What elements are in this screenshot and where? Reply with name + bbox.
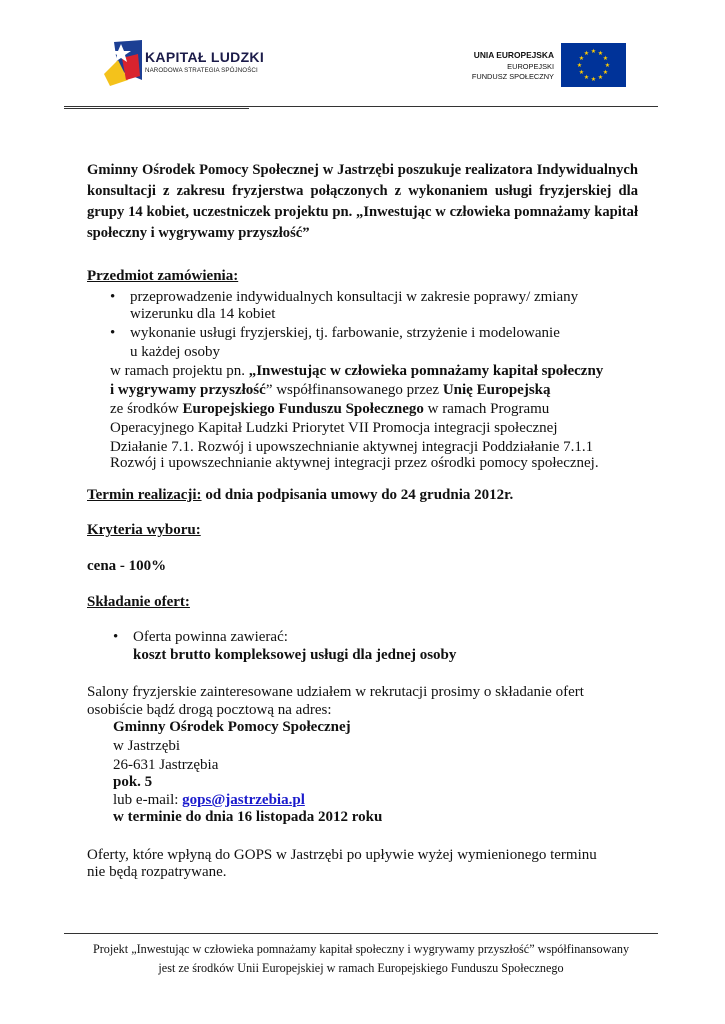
svg-text:★: ★ <box>576 62 583 69</box>
svg-text:★: ★ <box>578 55 585 62</box>
subject-para-line6: Rozwój i upowszechnianie aktywnej integracji przez ośrodki pomocy społecznej. <box>110 455 599 471</box>
address-org: Gminny Ośrodek Pomocy Społecznej <box>113 719 351 735</box>
svg-text:★: ★ <box>604 62 611 69</box>
subject-heading: Przedmiot zamówienia: <box>87 268 239 284</box>
invite-line2: osobiście bądź drogą pocztową na adres: <box>87 702 332 718</box>
intro-paragraph: Gminny Ośrodek Pomocy Społecznej w Jastrzębi poszukuje realizatora Indywidualnych konsultacji z zakresu fryzjerstwa połączonych z wykonaniem usługi fryzjerskiej dla grupy 14 kobiet, uczestniczek projektu pn. „Inwestując w człowieka pomnażamy kapitał społeczny i wygrywamy przyszłość” <box>87 162 638 241</box>
footer <box>64 940 658 978</box>
subject-para-project-name: „Inwestując w człowieka pomnażamy kapitał społeczny <box>248 363 604 379</box>
svg-text:★: ★ <box>597 74 604 81</box>
criteria-heading: Kryteria wyboru: <box>87 522 201 538</box>
address-line2: w Jastrzębi <box>113 738 181 754</box>
subject-para-text3: ze środków <box>110 401 183 417</box>
address-room: pok. 5 <box>113 774 153 790</box>
footer-divider <box>64 933 658 934</box>
offers-bullet: Oferta powinna zawierać: <box>133 629 288 645</box>
term-label: Termin realizacji: <box>87 487 202 503</box>
subject-para-text4: w ramach Programu <box>423 401 550 417</box>
term-value: od dnia podpisania umowy do 24 grudnia 2012r. <box>201 487 514 503</box>
subject-bullet-2-line2: u każdej osoby <box>130 344 220 360</box>
kapital-ludzki-title: KAPITAŁ LUDZKI <box>145 49 265 65</box>
subject-para-line2 <box>110 380 638 401</box>
svg-text:★: ★ <box>583 74 590 81</box>
term-row <box>87 485 513 506</box>
svg-text:★: ★ <box>597 50 604 57</box>
svg-text:★: ★ <box>602 69 609 76</box>
subject-para-eu: Unię Europejską <box>442 382 551 398</box>
subject-para-esf: Europejskiego Funduszu Społecznego <box>182 401 424 417</box>
offers-heading: Składanie ofert: <box>87 594 190 610</box>
subject-bullet-2-line1: wykonanie usługi fryzjerskiej, tj. farbowanie, strzyżenie i modelowanie <box>130 325 560 341</box>
svg-text:★: ★ <box>602 55 609 62</box>
kapital-ludzki-subtitle: NARODOWA STRATEGIA SPÓJNOŚCI <box>145 67 258 74</box>
subject-para-line4: Operacyjnego Kapitał Ludzki Priorytet VII Promocja integracji społecznej <box>110 420 558 436</box>
footer-line1: Projekt „Inwestując w człowieka pomnażamy kapitał społeczny i wygrywamy przyszłość” współfinansowany <box>92 942 630 956</box>
address-deadline: w terminie do dnia 16 listopada 2012 roku <box>113 809 383 825</box>
bullet-icon: • <box>113 629 119 645</box>
closing-line1: Oferty, które wpłyną do GOPS w Jastrzębi po upływie wyżej wymienionego terminu <box>87 847 597 863</box>
header-divider <box>64 106 658 107</box>
closing-line2: nie będą rozpatrywane. <box>87 864 227 880</box>
subject-para-line1 <box>110 361 638 382</box>
svg-text:★: ★ <box>578 69 585 76</box>
eu-title: UNIA EUROPEJSKA <box>473 50 554 60</box>
subject-para-project-name-end: i wygrywamy przyszłość <box>110 382 266 398</box>
svg-text:★: ★ <box>583 50 590 57</box>
subject-bullet-1-line1: przeprowadzenie indywidualnych konsultacji w zakresie poprawy/ zmiany <box>130 289 579 305</box>
eu-fund-line1: EUROPEJSKI <box>507 62 554 71</box>
subject-para-line3 <box>110 399 638 420</box>
subject-para-line5: Działanie 7.1. Rozwój i upowszechnianie aktywnej integracji Poddziałanie 7.1.1 <box>110 439 594 455</box>
eu-fund-line2: FUNDUSZ SPOŁECZNY <box>471 72 554 81</box>
invite-line1: Salony fryzjerskie zainteresowane udziałem w rekrutacji prosimy o składanie ofert <box>87 684 584 700</box>
bullet-icon: • <box>110 289 116 305</box>
footer-line2: jest ze środków Unii Europejskiej w ramach Europejskiego Funduszu Społecznego <box>158 961 564 975</box>
criteria-value: cena - 100% <box>87 558 167 574</box>
header-divider-accent <box>64 108 249 109</box>
address-line3: 26-631 Jastrzębia <box>113 757 219 773</box>
eu-flag-icon <box>561 43 626 87</box>
offers-bullet-detail: koszt brutto kompleksowej usługi dla jednej osoby <box>133 647 457 663</box>
svg-text:★: ★ <box>590 48 597 55</box>
subject-para-text1: w ramach projektu pn. <box>110 363 249 379</box>
address-email-prefix: lub e-mail: <box>113 792 183 808</box>
kapital-ludzki-emblem-icon <box>100 36 144 88</box>
bullet-icon: • <box>110 325 116 341</box>
subject-para-text2: ” współfinansowanego przez <box>265 382 443 398</box>
email-link[interactable]: gops@jastrzebia.pl <box>182 792 305 808</box>
subject-bullet-1-line2: wizerunku dla 14 kobiet <box>130 306 276 322</box>
svg-text:★: ★ <box>590 76 597 83</box>
